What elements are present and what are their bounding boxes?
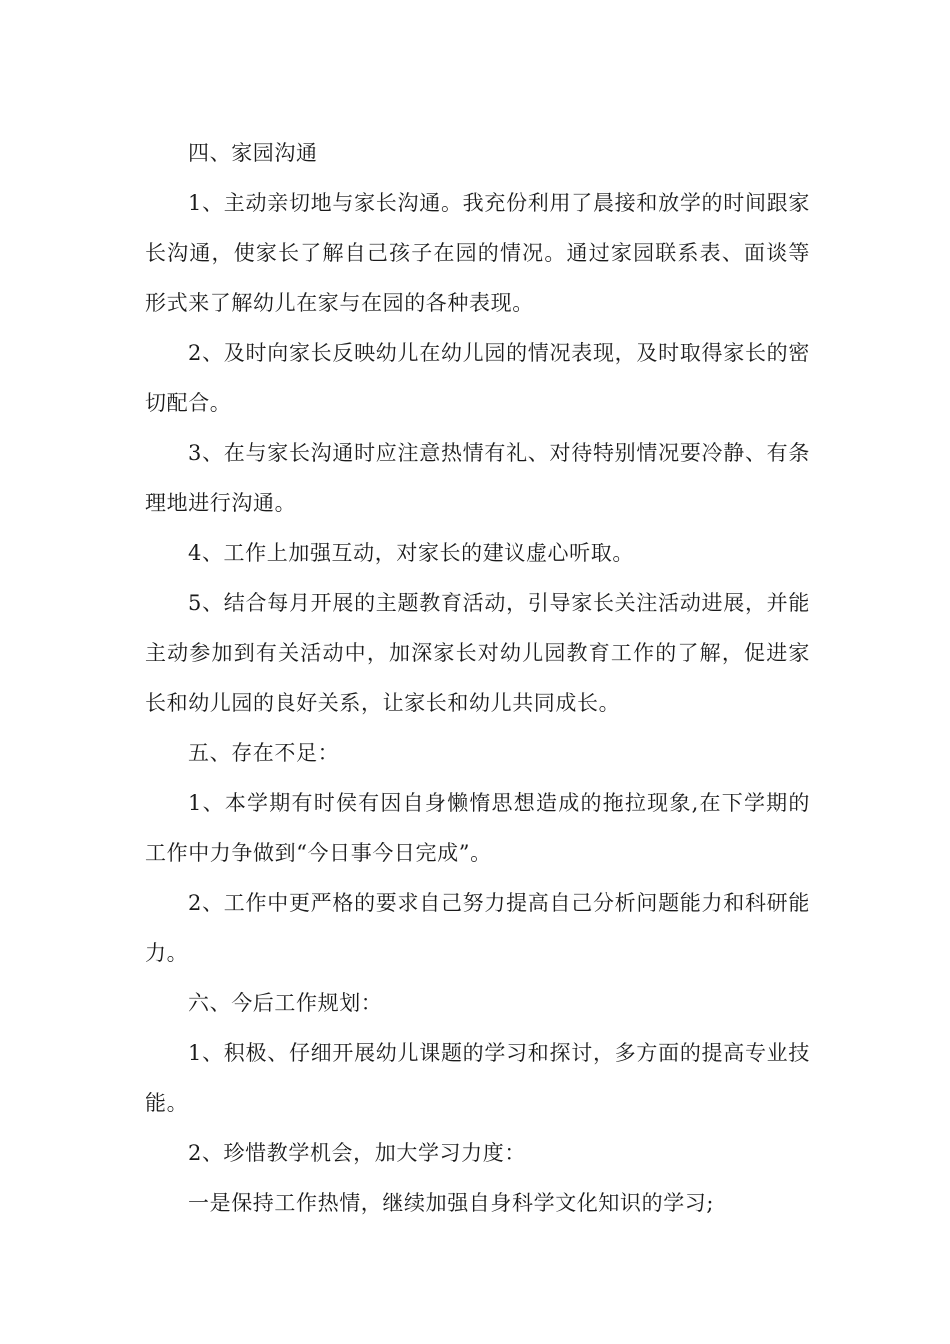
paragraph-shortcoming-item-1: 1、本学期有时侯有因自身懒惰思想造成的拖拉现象,在下学期的工作中力争做到“今日事今日完成”。 [145, 791, 810, 865]
paragraph-shortcoming-item-2: 2、工作中更严格的要求自己努力提高自己分析问题能力和科研能力。 [145, 891, 810, 965]
paragraph-plan-item-1: 1、积极、仔细开展幼儿课题的学习和探讨，多方面的提高专业技能。 [145, 1041, 810, 1115]
paragraph-plan-subitem-1: 一是保持工作热情，继续加强自身科学文化知识的学习; [188, 1191, 715, 1215]
section-heading-home-school-communication: 四、家园沟通 [188, 141, 318, 165]
paragraph-plan-item-2: 2、珍惜教学机会，加大学习力度： [188, 1141, 526, 1165]
paragraph-communication-item-1: 1、主动亲切地与家长沟通。我充份利用了晨接和放学的时间跟家长沟通，使家长了解自己孩子在园的情况。通过家园联系表、面谈等形式来了解幼儿在家与在园的各种表现。 [145, 191, 810, 315]
paragraph-communication-item-4: 4、工作上加强互动，对家长的建议虚心听取。 [188, 541, 634, 565]
paragraph-communication-item-3: 3、在与家长沟通时应注意热情有礼、对待特别情况要冷静、有条理地进行沟通。 [145, 441, 810, 515]
paragraph-communication-item-2: 2、及时向家长反映幼儿在幼儿园的情况表现，及时取得家长的密切配合。 [145, 341, 810, 415]
section-heading-future-plan: 六、今后工作规划： [188, 991, 383, 1015]
document-body [145, 128, 810, 1228]
section-heading-shortcomings: 五、存在不足： [188, 741, 340, 765]
paragraph-communication-item-5: 5、结合每月开展的主题教育活动，引导家长关注活动进展，并能主动参加到有关活动中，加深家长对幼儿园教育工作的了解，促进家长和幼儿园的良好关系，让家长和幼儿共同成长。 [145, 591, 810, 715]
